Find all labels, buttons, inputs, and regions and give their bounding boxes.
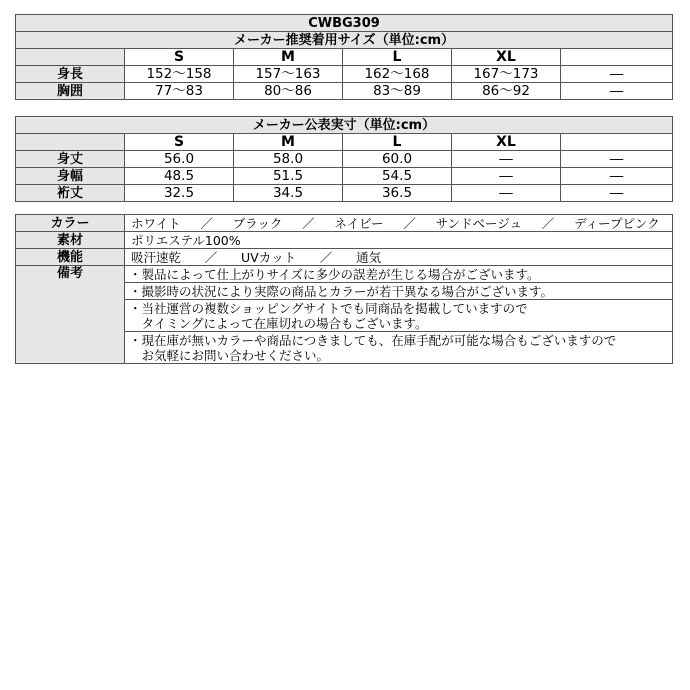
table-row (16, 185, 673, 202)
separator: ／ (200, 215, 213, 231)
value-cell: ― (561, 168, 673, 185)
note-block (125, 300, 673, 332)
color-list (125, 215, 673, 232)
value-cell: 86〜92 (452, 83, 561, 100)
size-header: M (234, 134, 343, 151)
value-cell: ― (561, 151, 673, 168)
separator: ／ (541, 215, 555, 231)
value-cell: 56.0 (125, 151, 234, 168)
separator: ／ (319, 249, 333, 265)
value-cell: 80〜86 (234, 83, 343, 100)
value-cell: 157〜163 (234, 66, 343, 83)
value-cell: ― (561, 83, 673, 100)
row-label-height: 身長 (16, 66, 125, 83)
note-line: ・現在庫が無いカラーや商品につきましても、在庫手配が可能な場合もございますので (129, 332, 617, 348)
table-row (16, 66, 673, 83)
value-cell: ― (452, 151, 561, 168)
separator: ／ (403, 215, 416, 231)
value-cell: 32.5 (125, 185, 234, 202)
notes-label: 備考 (16, 266, 125, 364)
value-cell: ― (561, 66, 673, 83)
size-header (561, 49, 673, 66)
color-item: ディープピンク (574, 215, 660, 231)
size-header: S (125, 49, 234, 66)
separator: ／ (204, 249, 218, 265)
value-cell: 60.0 (343, 151, 452, 168)
value-cell: 83〜89 (343, 83, 452, 100)
value-cell: ― (561, 185, 673, 202)
value-cell: 48.5 (125, 168, 234, 185)
table-row (16, 151, 673, 168)
value-cell: 162〜168 (343, 66, 452, 83)
recommended-size-table (15, 14, 673, 100)
corner-cell (16, 134, 125, 151)
corner-cell (16, 49, 125, 66)
size-header: L (343, 134, 452, 151)
value-cell: 54.5 (343, 168, 452, 185)
row-label-width: 身幅 (16, 168, 125, 185)
size-header (561, 134, 673, 151)
recommended-size-title: メーカー推奨着用サイズ（単位:cm） (16, 32, 673, 49)
value-cell: 34.5 (234, 185, 343, 202)
table-row (16, 249, 673, 266)
table-row (16, 232, 673, 249)
value-cell: 77〜83 (125, 83, 234, 100)
note-line: ・製品によって仕上がりサイズに多少の誤差が生じる場合がございます。 (125, 266, 673, 283)
function-item: UVカット (241, 249, 297, 265)
size-header: L (343, 49, 452, 66)
value-cell: 167〜173 (452, 66, 561, 83)
material-label: 素材 (16, 232, 125, 249)
table-row (16, 266, 673, 283)
note-line: ・撮影時の状況により実際の商品とカラーが若干異なる場合がございます。 (125, 283, 673, 300)
color-item: ネイビー (334, 215, 384, 231)
function-item: 吸汗速乾 (131, 249, 182, 265)
size-header: XL (452, 134, 561, 151)
note-line: ・当社運営の複数ショッピングサイトでも同商品を掲載していますので (129, 300, 528, 316)
size-header: S (125, 134, 234, 151)
color-item: サンドベージュ (435, 215, 523, 231)
row-label-length: 身丈 (16, 151, 125, 168)
table-row (16, 168, 673, 185)
model-number: CWBG309 (16, 15, 673, 32)
value-cell: 152〜158 (125, 66, 234, 83)
value-cell: ― (452, 185, 561, 202)
material-value: ポリエステル100% (125, 232, 673, 249)
separator: ／ (302, 215, 315, 231)
size-header: XL (452, 49, 561, 66)
value-cell: ― (452, 168, 561, 185)
note-line: タイミングによって在庫切れの場合もございます。 (129, 315, 428, 331)
value-cell: 36.5 (343, 185, 452, 202)
row-label-sleeve: 裄丈 (16, 185, 125, 202)
table-row (16, 83, 673, 100)
color-item: ブラック (232, 215, 283, 231)
value-cell: 58.0 (234, 151, 343, 168)
measured-size-table (15, 116, 673, 202)
color-label: カラー (16, 215, 125, 232)
function-label: 機能 (16, 249, 125, 266)
function-list (125, 249, 673, 266)
value-cell: 51.5 (234, 168, 343, 185)
row-label-chest: 胸囲 (16, 83, 125, 100)
table-row (16, 215, 673, 232)
size-header: M (234, 49, 343, 66)
note-block (125, 332, 673, 364)
function-item: 通気 (356, 249, 382, 265)
note-line: お気軽にお問い合わせください。 (129, 347, 330, 363)
measured-size-title: メーカー公表実寸（単位:cm） (16, 117, 673, 134)
color-item: ホワイト (131, 215, 181, 231)
product-detail-table (15, 214, 673, 364)
